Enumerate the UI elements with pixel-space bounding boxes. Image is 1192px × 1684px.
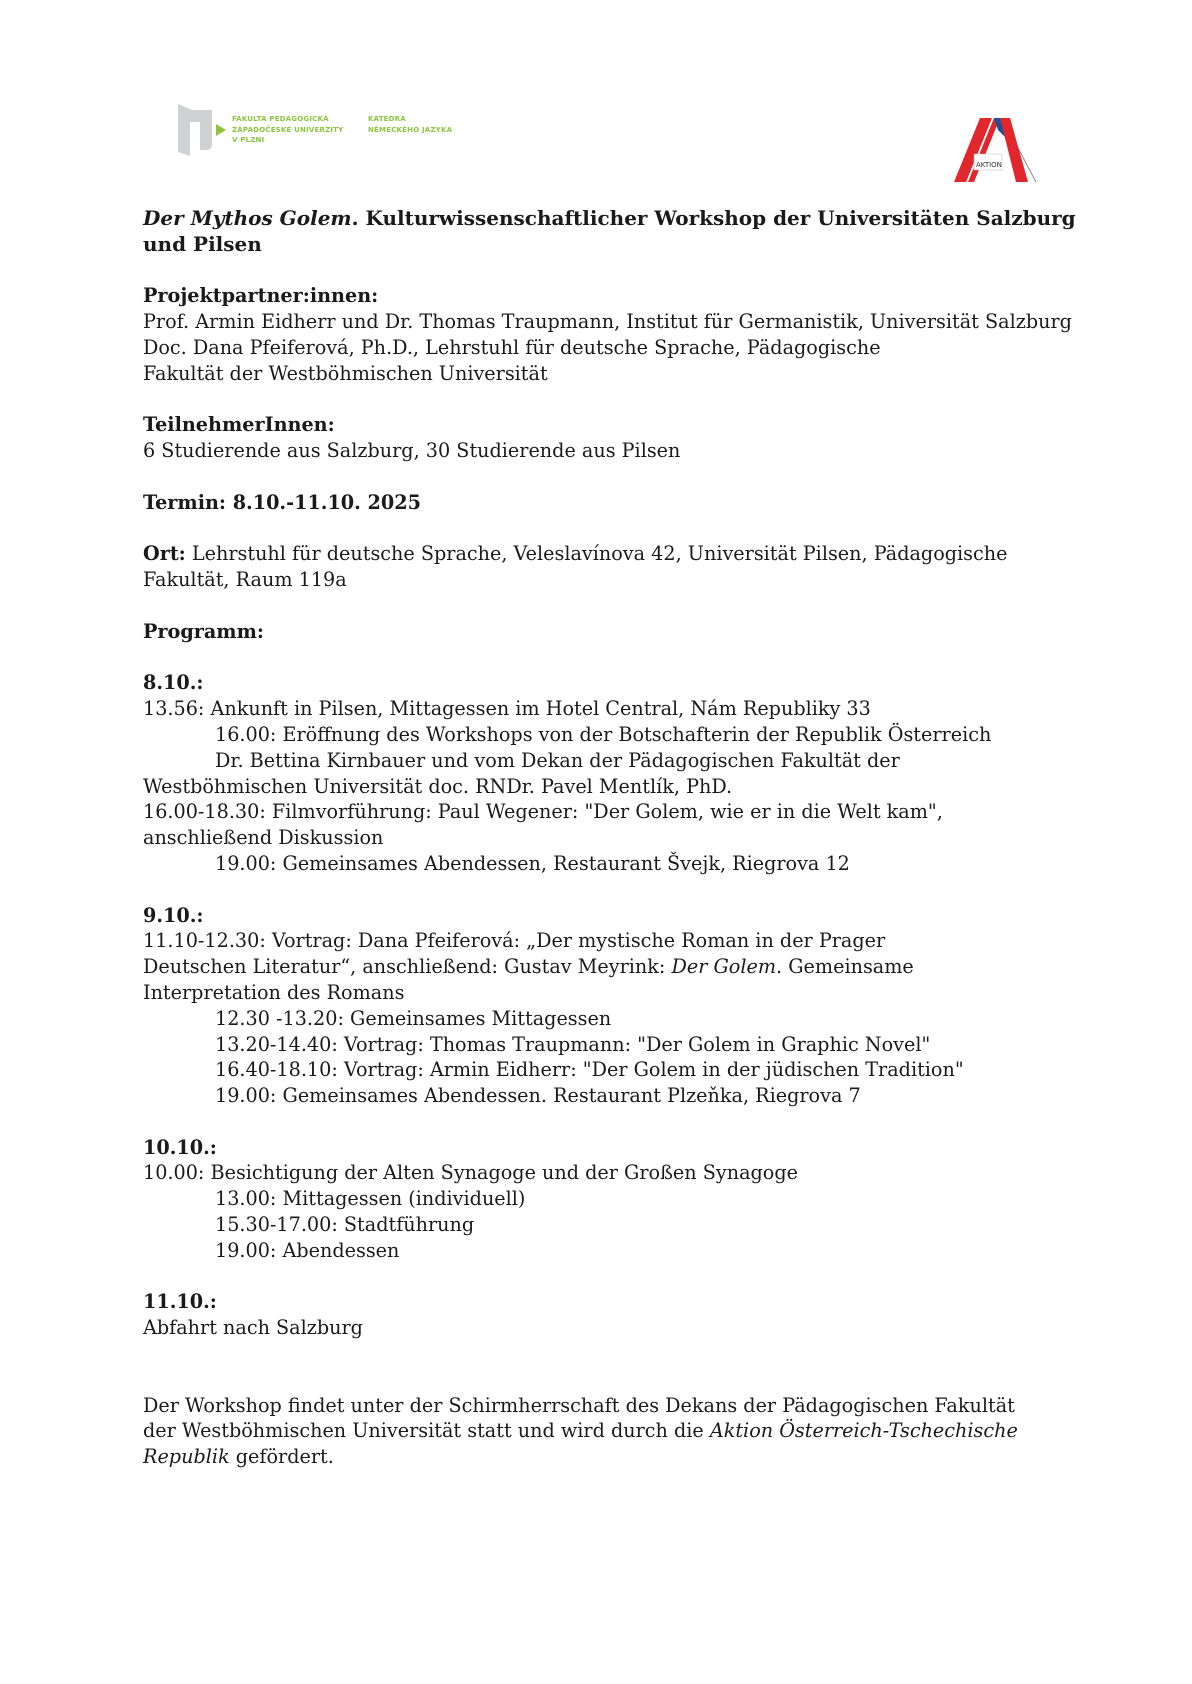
partners-line: Prof. Armin Eidherr und Dr. Thomas Traupmann, Institut für Germanistik, Universität Salzburg: [143, 310, 1072, 334]
program-item: Dr. Bettina Kirnbauer und vom Dekan der Pädagogischen Fakultät der: [215, 748, 900, 772]
termin: Termin: 8.10.-11.10. 2025: [143, 490, 421, 514]
program-item: 13.20-14.40: Vortrag: Thomas Traupmann: "Der Golem in Graphic Novel": [215, 1032, 931, 1056]
program-item: 12.30 -13.20: Gemeinsames Mittagessen: [215, 1006, 612, 1030]
program-item: 16.40-18.10: Vortrag: Armin Eidherr: "Der Golem in der jüdischen Tradition": [215, 1058, 964, 1082]
document-body: [143, 206, 1083, 1470]
program-item: 16.00-18.30: Filmvorführung: Paul Wegener: "Der Golem, wie er in die Welt kam",: [143, 800, 943, 824]
program-item: 19.00: Gemeinsames Abendessen, Restaurant Švejk, Riegrova 12: [215, 851, 850, 875]
department-name: KATEDRA NĚMECKÉHO JAZYKA: [368, 115, 453, 134]
program-heading: Programm:: [143, 619, 264, 643]
document-title: Der Mythos Golem. Kulturwissenschaftlicher Workshop der Universitäten Salzburg und Pilsen: [143, 206, 1076, 256]
program-item: anschließend Diskussion: [143, 826, 384, 850]
funding-note: Der Workshop findet unter der Schirmherrschaft des Dekans der Pädagogischen Fakultät der Westböhmischen Universität statt und wird durch die Aktion Österreich-Tschechische Republik gefördert.: [143, 1393, 1018, 1469]
partners-heading: Projektpartner:innen:: [143, 284, 379, 308]
location: Ort: Lehrstuhl für deutsche Sprache, Veleslavínova 42, Universität Pilsen, Pädagogische Fakultät, Raum 119a: [143, 542, 1008, 592]
participants-heading: TeilnehmerInnen:: [143, 413, 335, 437]
day-date: 9.10.:: [143, 903, 204, 927]
svg-text:AKTION: AKTION: [976, 161, 1002, 169]
program-item: 11.10-12.30: Vortrag: Dana Pfeiferová: „Der mystische Roman in der Prager Deutschen Literatur“, anschließend: Gustav Meyrink: Der Golem. Gemeinsame Interpretation des Romans: [143, 929, 914, 1004]
program-item: 19.00: Gemeinsames Abendessen. Restaurant Plzeňka, Riegrova 7: [215, 1084, 861, 1108]
program-item: 13.00: Mittagessen (individuell): [215, 1187, 526, 1211]
participants-text: 6 Studierende aus Salzburg, 30 Studierende aus Pilsen: [143, 439, 681, 463]
play-arrow-icon: [216, 124, 226, 136]
program-item: Abfahrt nach Salzburg: [143, 1316, 363, 1340]
day-date: 11.10.:: [143, 1290, 217, 1314]
partners-line: Doc. Dana Pfeiferová, Ph.D., Lehrstuhl für deutsche Sprache, Pädagogische Fakultät der Westböhmischen Universität: [143, 335, 881, 385]
program-item: 10.00: Besichtigung der Alten Synagoge und der Großen Synagoge: [143, 1161, 798, 1185]
program-item: 15.30-17.00: Stadtführung: [215, 1213, 475, 1237]
day-date: 8.10.:: [143, 671, 204, 695]
program-item: 19.00: Abendessen: [215, 1238, 400, 1262]
faculty-logo: [178, 104, 458, 160]
aktion-logo-icon: [952, 114, 1038, 184]
faculty-logo-mark-icon: [178, 104, 212, 156]
program-item: 13.56: Ankunft in Pilsen, Mittagessen im Hotel Central, Nám Republiky 33: [143, 697, 871, 721]
program-item: 16.00: Eröffnung des Workshops von der Botschafterin der Republik Österreich: [215, 722, 992, 746]
day-date: 10.10.:: [143, 1135, 217, 1159]
program-item: Westböhmischen Universität doc. RNDr. Pavel Mentlík, PhD.: [143, 774, 733, 798]
faculty-name: FAKULTA PEDAGOGICKÁ ZÁPADOČESKÉ UNIVERZITY V PLZNI: [232, 115, 344, 144]
